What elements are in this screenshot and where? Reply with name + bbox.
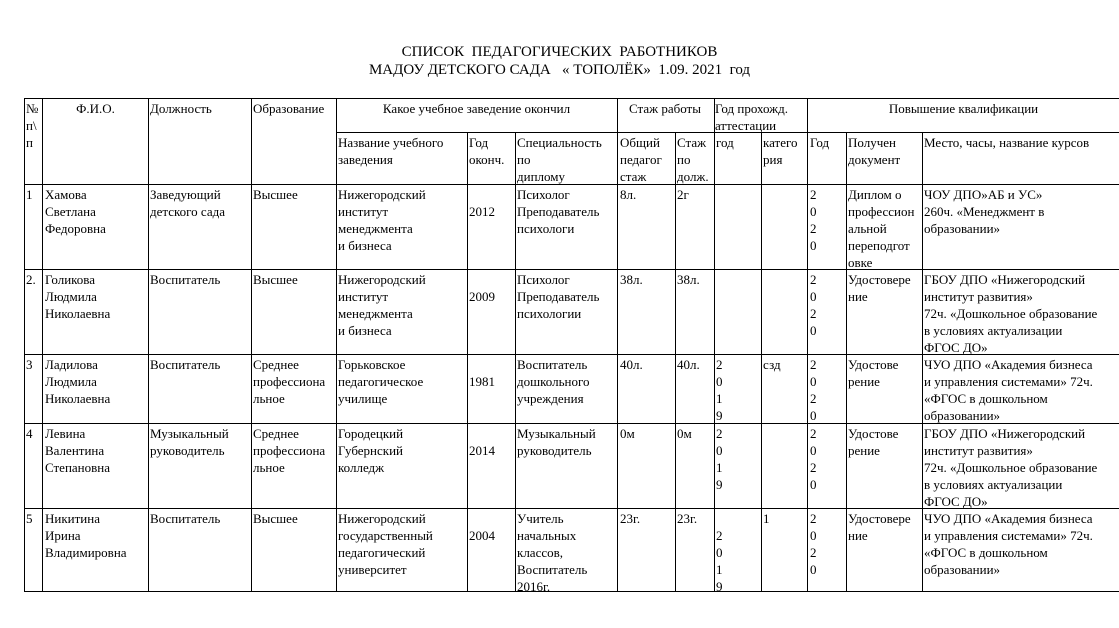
total-experience: 0м — [620, 426, 635, 441]
attestation-year: 2 0 1 9 — [716, 357, 723, 423]
employee-position: Воспитатель — [150, 511, 221, 526]
received-document: Удостовере ние — [848, 272, 911, 304]
row-number: 1 — [26, 187, 33, 202]
header-grad-year: Год oконч. — [469, 135, 505, 167]
total-experience: 40л. — [620, 357, 643, 372]
header-education: Образование — [253, 101, 325, 116]
total-experience: 8л. — [620, 187, 637, 202]
courses-info: ГБОУ ДПО «Нижегородский институт развития» 72ч. «Дошкольное образование в условиях актуализации ФГОС ДО» — [924, 426, 1098, 509]
header-document: Получен документ — [848, 135, 901, 167]
employee-education: Среднее профессиона льное — [253, 357, 326, 406]
specialty: Музыкальный руководитель — [517, 426, 596, 458]
specialty: Учитель начальных классов, Воспитатель 2016г. — [517, 511, 588, 594]
header-qual-year: Год — [810, 135, 830, 150]
attestation-year: 2 0 1 9 — [716, 426, 723, 492]
employee-education: Среднее профессиона льное — [253, 426, 326, 475]
graduation-year: 2012 — [469, 204, 495, 219]
header-courses: Место, часы, название курсов — [924, 135, 1090, 150]
attestation-year: 2 0 1 9 — [716, 528, 723, 594]
document-title: СПИСОК ПЕДАГОГИЧЕСКИХ РАБОТНИКОВ — [401, 44, 718, 60]
position-experience: 2г — [677, 187, 689, 202]
employee-position: Воспитатель — [150, 357, 221, 372]
employee-education: Высшее — [253, 511, 298, 526]
specialty: Воспитатель дошкольного учреждения — [517, 357, 590, 406]
row-number: 4 — [26, 426, 33, 441]
document-subtitle: МАДОУ ДЕТСКОГО САДА « ТОПОЛЁК» 1.09. 2021 год — [368, 62, 751, 78]
courses-info: ГБОУ ДПО «Нижегородский институт развития» 72ч. «Дошкольное образование в условиях актуализации ФГОС ДО» — [924, 272, 1098, 355]
institution-name: Нижегородский институт менеджмента и бизнеса — [338, 187, 426, 253]
courses-info: ЧУО ДПО «Академия бизнеса и управления системами» 72ч. «ФГОС в дошкольном образовании» — [924, 511, 1093, 577]
qualification-year: 2 0 2 0 — [810, 272, 817, 338]
header-total-exp: Общий педагог стаж — [620, 135, 662, 184]
employee-position: Заведующий детского сада — [150, 187, 225, 219]
total-experience: 23г. — [620, 511, 641, 526]
institution-name: Горьковское педагогическое училище — [338, 357, 424, 406]
header-institution-group: Какое учебное заведение окончил — [382, 101, 571, 116]
received-document: Удостовере ние — [848, 511, 911, 543]
row-number: 3 — [26, 357, 33, 372]
header-specialty: Специальность по диплому — [517, 135, 602, 184]
qualification-year: 2 0 2 0 — [810, 187, 817, 253]
qualification-year: 2 0 2 0 — [810, 426, 817, 492]
employee-education: Высшее — [253, 187, 298, 202]
employee-name: Ладилова Людмила Николаевна — [45, 357, 111, 406]
received-document: Удостове рение — [848, 426, 899, 458]
employee-name: Хамова Светлана Федоровна — [45, 187, 106, 236]
header-institution-name: Название учебного заведения — [338, 135, 444, 167]
employee-name: Левина Валентина Степановна — [45, 426, 110, 475]
header-att-year: год — [716, 135, 734, 150]
courses-info: ЧУО ДПО «Академия бизнеса и управления системами» 72ч. «ФГОС в дошкольном образовании» — [924, 357, 1093, 423]
header-position-exp: Стаж по долж. — [677, 135, 709, 184]
institution-name: Нижегородский государственный педагогический университет — [338, 511, 433, 577]
header-num: № п\ п — [26, 101, 39, 150]
received-document: Диплом о профессион альной переподгот овке — [848, 187, 915, 270]
position-experience: 38л. — [677, 272, 700, 287]
graduation-year: 2014 — [469, 443, 495, 458]
employee-name: Голикова Людмила Николаевна — [45, 272, 111, 321]
employee-name: Никитина Ирина Владимировна — [45, 511, 127, 560]
graduation-year: 2009 — [469, 289, 495, 304]
specialty: Психолог Преподаватель психологи — [517, 187, 600, 236]
specialty: Психолог Преподаватель психологии — [517, 272, 600, 321]
header-att-category: катего рия — [763, 135, 798, 167]
employee-position: Музыкальный руководитель — [150, 426, 229, 458]
received-document: Удостове рение — [848, 357, 899, 389]
position-experience: 23г. — [677, 511, 698, 526]
institution-name: Нижегородский институт менеджмента и бизнеса — [338, 272, 426, 338]
header-position: Должность — [150, 101, 212, 116]
header-fio: Ф.И.О. — [76, 101, 115, 116]
position-experience: 0м — [677, 426, 692, 441]
graduation-year: 1981 — [469, 374, 495, 389]
row-number: 5 — [26, 511, 33, 526]
row-number: 2. — [26, 272, 36, 287]
position-experience: 40л. — [677, 357, 700, 372]
employee-position: Воспитатель — [150, 272, 221, 287]
attestation-category: сзд — [763, 357, 781, 372]
courses-info: ЧОУ ДПО»АБ и УС» 260ч. «Менеджмент в образовании» — [924, 187, 1045, 236]
graduation-year: 2004 — [469, 528, 495, 543]
qualification-year: 2 0 2 0 — [810, 511, 817, 577]
institution-name: Городецкий Губернский колледж — [338, 426, 404, 475]
header-attestation-group: Год прохожд. аттестации — [715, 101, 789, 133]
employee-education: Высшее — [253, 272, 298, 287]
attestation-category: 1 — [763, 511, 770, 526]
header-qualification-group: Повышение квалификации — [888, 101, 1039, 116]
total-experience: 38л. — [620, 272, 643, 287]
header-experience-group: Стаж работы — [629, 101, 701, 116]
qualification-year: 2 0 2 0 — [810, 357, 817, 423]
